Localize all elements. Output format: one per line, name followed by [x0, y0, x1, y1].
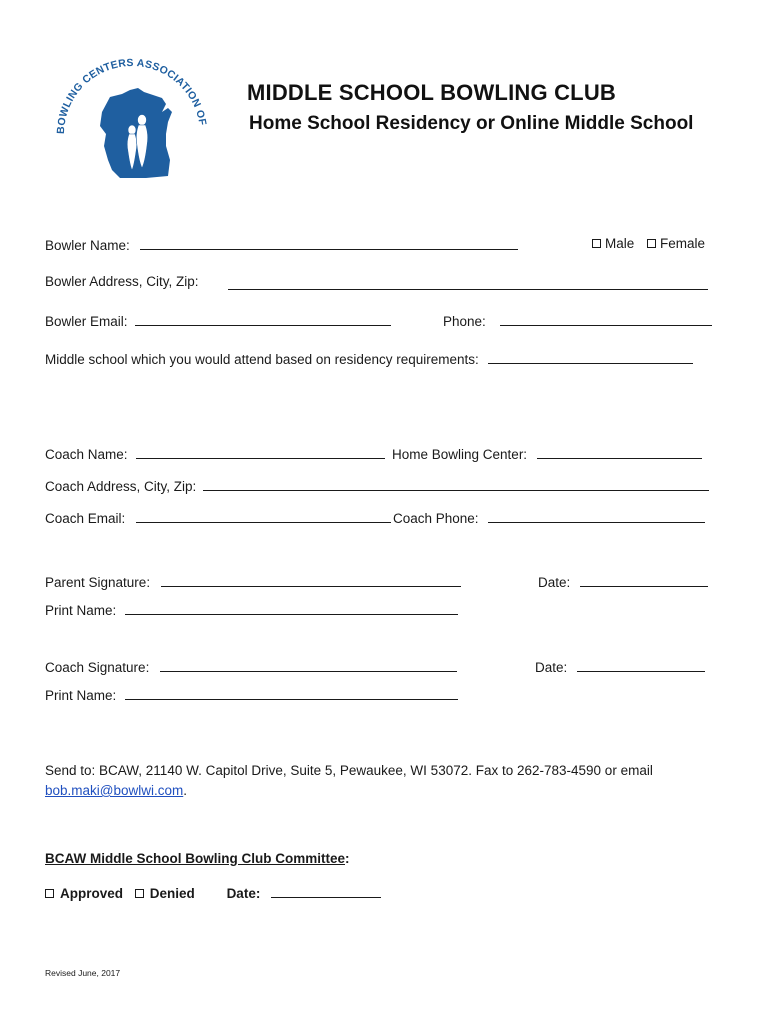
- home-center-field[interactable]: [537, 445, 702, 459]
- coach-name-field[interactable]: [136, 445, 385, 459]
- male-label: Male: [605, 236, 635, 251]
- revised-date: Revised June, 2017: [45, 968, 121, 978]
- logo-arc-text: BOWLING CENTERS ASSOCIATION OF: [54, 56, 209, 135]
- parent-date-label: Date:: [538, 575, 571, 590]
- wisconsin-bowling-pins-logo: [50, 42, 215, 187]
- form-subtitle: Home School Residency or Online Middle School: [249, 113, 694, 134]
- parent-date-field[interactable]: [580, 573, 708, 587]
- middle-school-field[interactable]: [488, 350, 693, 364]
- wisconsin-state-shape: [100, 88, 172, 178]
- denied-label: Denied: [149, 886, 195, 901]
- coach-email-field[interactable]: [136, 509, 391, 523]
- coach-address-field[interactable]: [203, 477, 709, 491]
- coach-address-label: Coach Address, City, Zip:: [45, 479, 197, 494]
- bowler-name-label: Bowler Name:: [45, 238, 130, 253]
- coach-address-row: [45, 477, 709, 494]
- bowler-email-label: Bowler Email:: [45, 314, 128, 329]
- parent-date-row: [538, 573, 708, 590]
- send-to-text: Send to: BCAW, 21140 W. Capitol Drive, Suite 5, Pewaukee, WI 53072. Fax to 262-783-4590 or email: [45, 763, 653, 778]
- committee-decision-row: [45, 884, 381, 901]
- committee-date-field[interactable]: [271, 884, 381, 898]
- coach-email-label: Coach Email:: [45, 511, 126, 526]
- coach-signature-label: Coach Signature:: [45, 660, 150, 675]
- bowler-name-row: [45, 236, 518, 253]
- committee-heading-row: [45, 851, 350, 866]
- send-to-email-link[interactable]: bob.maki@bowlwi.com: [45, 783, 184, 798]
- gender-options: [592, 236, 705, 251]
- bowler-phone-label: Phone:: [443, 314, 486, 329]
- coach-signature-row: [45, 658, 457, 675]
- denied-checkbox[interactable]: [135, 889, 144, 898]
- coach-phone-field[interactable]: [488, 509, 705, 523]
- send-to-period: .: [183, 783, 188, 798]
- middle-school-label: Middle school which you would attend based on residency requirements:: [45, 352, 479, 367]
- coach-date-label: Date:: [535, 660, 568, 675]
- parent-signature-label: Parent Signature:: [45, 575, 151, 590]
- coach-print-row: [45, 686, 458, 703]
- coach-email-row: [45, 509, 391, 526]
- coach-print-field[interactable]: [125, 686, 458, 700]
- parent-signature-field[interactable]: [161, 573, 461, 587]
- parent-print-field[interactable]: [125, 601, 458, 615]
- bowler-name-field[interactable]: [140, 236, 518, 250]
- bowler-email-row: [45, 312, 391, 329]
- home-center-label: Home Bowling Center:: [392, 447, 528, 462]
- bowler-phone-row: [443, 312, 712, 329]
- committee-colon: :: [345, 851, 350, 866]
- parent-signature-row: [45, 573, 461, 590]
- male-checkbox[interactable]: [592, 239, 601, 248]
- bowler-address-label: Bowler Address, City, Zip:: [45, 274, 199, 289]
- coach-phone-row: [393, 509, 705, 526]
- coach-signature-field[interactable]: [160, 658, 457, 672]
- coach-name-label: Coach Name:: [45, 447, 128, 462]
- committee-date-label: Date:: [226, 886, 261, 901]
- committee-heading: BCAW Middle School Bowling Club Committee: [45, 851, 345, 866]
- send-to-email-row: [45, 783, 187, 798]
- approved-label: Approved: [60, 886, 124, 901]
- parent-print-label: Print Name:: [45, 603, 117, 618]
- home-center-row: [392, 445, 702, 462]
- form-title: MIDDLE SCHOOL BOWLING CLUB: [247, 80, 616, 105]
- coach-phone-label: Coach Phone:: [393, 511, 479, 526]
- bcaw-logo: [50, 42, 215, 187]
- bowler-email-field[interactable]: [135, 312, 391, 326]
- coach-name-row: [45, 445, 385, 462]
- bowler-phone-field[interactable]: [500, 312, 712, 326]
- female-checkbox[interactable]: [647, 239, 656, 248]
- bowler-address-field[interactable]: [228, 276, 708, 290]
- coach-date-row: [535, 658, 705, 675]
- female-label: Female: [660, 236, 706, 251]
- parent-print-row: [45, 601, 458, 618]
- coach-date-field[interactable]: [577, 658, 705, 672]
- approved-checkbox[interactable]: [45, 889, 54, 898]
- middle-school-row: [45, 350, 693, 367]
- coach-print-label: Print Name:: [45, 688, 117, 703]
